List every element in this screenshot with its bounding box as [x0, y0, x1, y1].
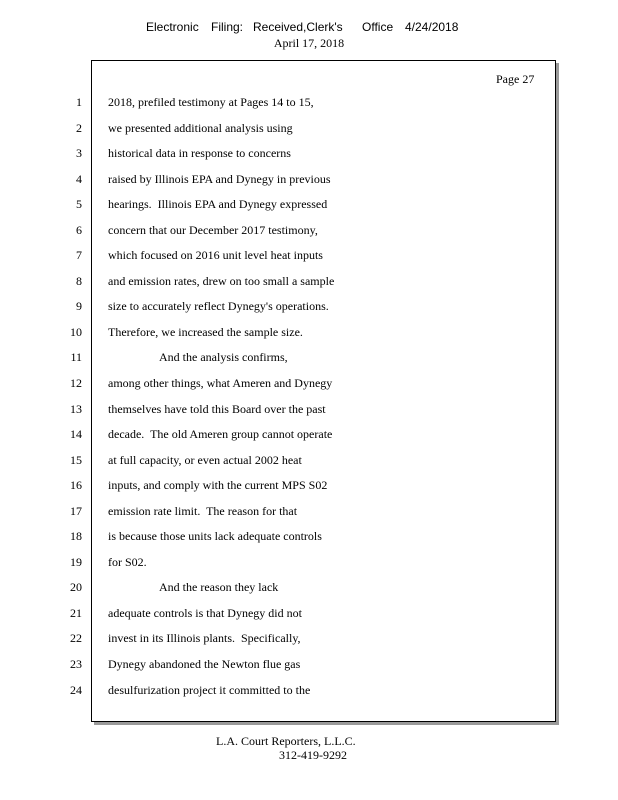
line-number: 8 — [76, 273, 82, 288]
line-number: 11 — [70, 350, 82, 365]
line-number: 10 — [70, 324, 82, 339]
transcript-line: And the reason they lack — [159, 580, 279, 595]
hearing-date: April 17, 2018 — [273, 36, 345, 50]
line-number: 15 — [70, 452, 82, 467]
transcript-line: themselves have told this Board over the past — [108, 401, 326, 416]
transcript-text — [108, 95, 528, 708]
line-number: 12 — [70, 376, 82, 391]
filing-date: 4/24/2018 — [405, 20, 459, 34]
page-number: Page 27 — [496, 72, 535, 86]
line-number: 13 — [70, 401, 82, 416]
filing-office: Office — [362, 20, 394, 34]
line-number: 7 — [76, 248, 82, 263]
transcript-line: which focused on 2016 unit level heat inputs — [108, 248, 323, 263]
line-number-column — [62, 95, 82, 708]
transcript-line: invest in its Illinois plants. Specifically, — [108, 631, 301, 646]
transcript-line: is because those units lack adequate controls — [108, 529, 322, 544]
transcript-line: emission rate limit. The reason for that — [108, 503, 298, 518]
transcript-line: hearings. Illinois EPA and Dynegy expressed — [108, 197, 328, 212]
transcript-line: desulfurization project it committed to the — [108, 682, 311, 697]
transcript-line: for S02. — [108, 554, 147, 569]
transcript-line: and emission rates, drew on too small a sample — [108, 273, 335, 288]
court-reporter-name: L.A. Court Reporters, L.L.C. — [216, 734, 356, 748]
line-number: 16 — [70, 478, 82, 493]
transcript-line: we presented additional analysis using — [108, 120, 293, 135]
line-number: 14 — [70, 427, 82, 442]
filing-received: Received,Clerk's — [253, 20, 343, 34]
transcript-line: Therefore, we increased the sample size. — [108, 324, 303, 339]
line-number: 21 — [70, 605, 82, 620]
line-number: 17 — [70, 503, 82, 518]
line-number: 6 — [76, 222, 82, 237]
transcript-line: at full capacity, or even actual 2002 heat — [108, 452, 302, 467]
transcript-line: Dynegy abandoned the Newton flue gas — [108, 657, 301, 672]
transcript-line: inputs, and comply with the current MPS S02 — [108, 478, 328, 493]
transcript-line: concern that our December 2017 testimony, — [108, 222, 318, 237]
line-number: 3 — [76, 146, 82, 161]
line-number: 22 — [70, 631, 82, 646]
transcript-line: among other things, what Ameren and Dynegy — [108, 376, 333, 391]
line-number: 5 — [76, 197, 82, 212]
line-number: 1 — [76, 95, 82, 109]
transcript-line: 2018, prefiled testimony at Pages 14 to 15, — [108, 95, 314, 109]
line-number: 20 — [70, 580, 82, 595]
line-number: 2 — [76, 120, 82, 135]
line-number: 23 — [70, 657, 82, 672]
transcript-line: decade. The old Ameren group cannot operate — [108, 427, 333, 442]
filing-electronic: Electronic — [146, 20, 199, 34]
line-number: 24 — [70, 682, 82, 697]
line-number: 9 — [76, 299, 82, 314]
transcript-line: And the analysis confirms, — [159, 350, 288, 365]
transcript-line: historical data in response to concerns — [108, 146, 291, 161]
court-reporter-phone: 312-419-9292 — [279, 748, 347, 762]
transcript-line: raised by Illinois EPA and Dynegy in previous — [108, 171, 331, 186]
filing-label: Filing: — [211, 20, 244, 34]
line-number: 19 — [70, 554, 82, 569]
line-number: 18 — [70, 529, 82, 544]
transcript-line: adequate controls is that Dynegy did not — [108, 605, 302, 620]
line-number: 4 — [76, 171, 82, 186]
transcript-line: size to accurately reflect Dynegy's operations. — [108, 299, 329, 314]
filing-stamp-line — [0, 20, 618, 36]
filing-stamp-header — [0, 20, 618, 54]
